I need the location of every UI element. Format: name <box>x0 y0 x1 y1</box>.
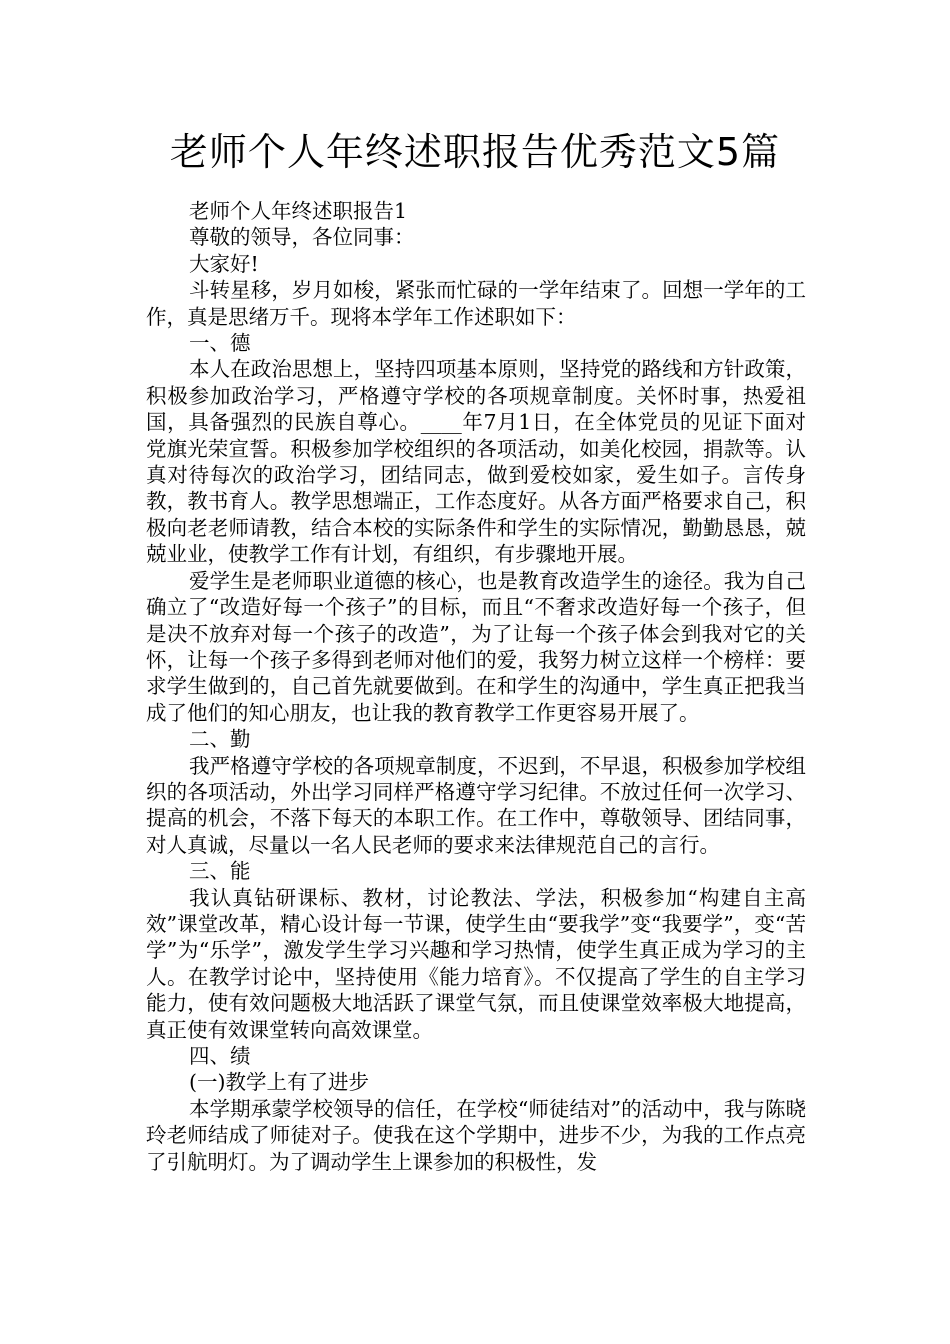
section-heading-ji: 四、绩 <box>189 1044 251 1068</box>
greeting: 大家好! <box>189 251 259 276</box>
paragraph-de-1: 本人在政治思想上，坚持四项基本原则，坚持党的路线和方针政策，积极参加政治学习，严格遵守学校的各项规章制度。关怀时事，热爱祖国，具备强烈的民族自尊心。____年7月1日，在全体党员的见证下面对党旗光荣宣誓。积极参加学校组织的各项活动，如美化校园，捐款等。认真对待每次的政治学习，团结同志，做到爱校如家，爱生如子。言传身教，教书育人。教学思想端正，工作态度好。从各方面严格要求自己，积极向老老师请教，结合本校的实际条件和学生的实际情况，勤勤恳恳，兢兢业业，使教学工作有计划，有组织，有步骤地开展。 <box>146 357 806 567</box>
subheading-teaching-progress: (一)教学上有了进步 <box>189 1070 370 1095</box>
document-body <box>146 198 806 1175</box>
paragraph-intro: 斗转星移，岁月如梭，紧张而忙碌的一学年结束了。回想一学年的工作，真是思绪万千。现将本学年工作述职如下： <box>146 278 806 329</box>
salutation: 尊敬的领导，各位同事： <box>189 225 415 250</box>
section-heading-de: 一、德 <box>189 331 251 356</box>
paragraph-ji-1: 本学期承蒙学校领导的信任，在学校“师徒结对”的活动中，我与陈晓玲老师结成了师徒对子。使我在这个学期中，进步不少，为我的工作点亮了引航明灯。为了调动学生上课参加的积极性，发 <box>146 1096 806 1174</box>
paragraph-de-2: 爱学生是老师职业道德的核心，也是教育改造学生的途径。我为自己确立了“改造好每一个孩子”的目标，而且“不奢求改造好每一个孩子，但是决不放弃对每一个孩子的改造”，为了让每一个孩子体会到我对它的关怀，让每一个孩子多得到老师对他们的爱，我努力树立这样一个榜样：要求学生做到的，自己首先就要做到。在和学生的沟通中，学生真正把我当成了他们的知心朋友，也让我的教育教学工作更容易开展了。 <box>146 568 806 725</box>
section-heading-neng: 三、能 <box>189 859 251 884</box>
paragraph-qin: 我严格遵守学校的各项规章制度，不迟到，不早退，积极参加学校组织的各项活动，外出学习同样严格遵守学习纪律。不放过任何一次学习、提高的机会，不落下每天的本职工作。在工作中，尊敬领导、团结同事，对人真诚，尽量以一名人民老师的要求来法律规范自己的言行。 <box>146 753 806 857</box>
report-subtitle: 老师个人年终述职报告1 <box>189 199 408 223</box>
section-heading-qin: 二、勤 <box>189 727 251 752</box>
paragraph-neng: 我认真钻研课标、教材，讨论教法、学法，积极参加“构建自主高效”课堂改革，精心设计每一节课，使学生由“要我学”变“我要学”，变“苦学”为“乐学”，激发学生学习兴趣和学习热情，使学生真正成为学习的主人。在教学讨论中，坚持使用《能力培育》。不仅提高了学生的自主学习能力，使有效问题极大地活跃了课堂气氛，而且使课堂效率极大地提高，真正使有效课堂转向高效课堂。 <box>146 885 806 1042</box>
document-title: 老师个人年终述职报告优秀范文5篇 <box>169 130 781 174</box>
